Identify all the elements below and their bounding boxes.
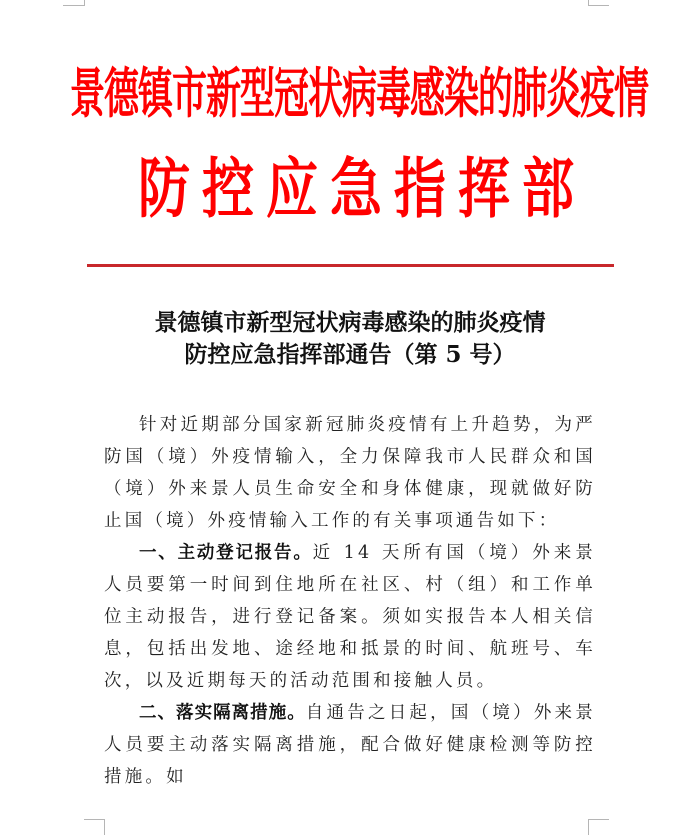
red-header-line-1: 景德镇市新型冠状病毒感染的肺炎疫情	[70, 64, 649, 126]
paragraph-section-2	[104, 697, 596, 793]
page-corner-mark-bottom-left	[84, 819, 105, 835]
notice-title-line-1: 景德镇市新型冠状病毒感染的肺炎疫情	[154, 309, 546, 336]
section-1-text: 近 14 天所有国（境）外来景人员要第一时间到住地所在社区、村（组）和工作单位主动报告，进行登记备案。须如实报告本人相关信息，包括出发地、途经地和抵景的时间、航班号、车次，以及近期每天的活动范围和接触人员。	[104, 543, 596, 691]
page-corner-mark-bottom-right	[588, 819, 609, 835]
notice-body	[104, 409, 596, 793]
section-1-heading: 一、主动登记报告。	[139, 543, 313, 563]
section-2-text: 自通告之日起，国（境）外来景人员要主动落实隔离措施，配合做好健康检测等防控措施。如	[104, 703, 596, 787]
red-header-line-2: 防控应急指挥部	[137, 152, 586, 227]
notice-title-line-2: 防控应急指挥部通告（第 5 号）	[184, 341, 516, 368]
page-corner-mark-top-right	[588, 0, 609, 6]
paragraph-intro-text: 针对近期部分国家新冠肺炎疫情有上升趋势，为严防国（境）外疫情输入，全力保障我市人民群众和国（境）外来景人员生命安全和身体健康，现就做好防止国（境）外疫情输入工作的有关事项通告如下：	[104, 415, 596, 531]
page-corner-mark-top-left	[63, 0, 85, 6]
paragraph-section-1	[104, 537, 596, 697]
paragraph-intro	[104, 409, 596, 537]
section-2-heading: 二、落实隔离措施。	[139, 703, 306, 723]
red-divider-rule	[87, 264, 614, 267]
